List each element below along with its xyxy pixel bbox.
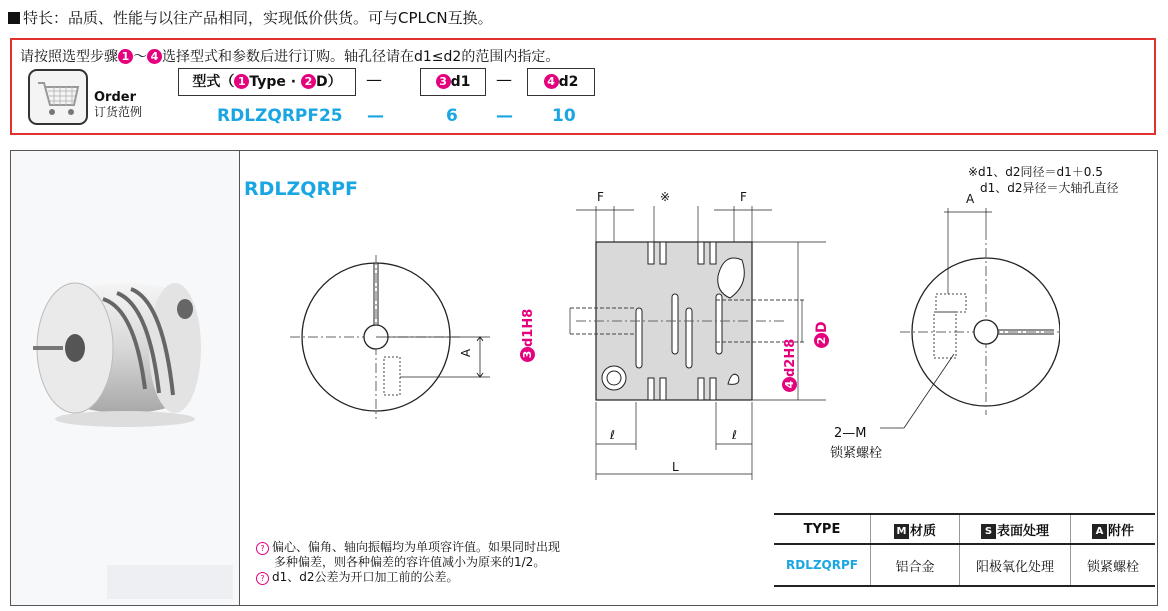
spec-accessory-value: 锁紧螺栓: [1071, 544, 1156, 586]
example-d2: 10: [552, 106, 576, 126]
header-type-mid: Type ·: [249, 74, 301, 90]
spec-header-accessory-text: 附件: [1107, 523, 1134, 539]
table-row: [774, 544, 1155, 586]
material-mark-icon: M: [894, 524, 909, 539]
screw-m-label: 2—M: [834, 426, 867, 441]
instruction-text: 请按照选型步骤: [20, 49, 118, 65]
step-3-icon: 3: [436, 74, 451, 89]
dim-a-right: A: [966, 192, 975, 206]
dim-outer-d-label: [814, 321, 830, 348]
instruction-sep: ～: [133, 49, 147, 65]
header-d1: [420, 68, 486, 96]
spec-material-value: 铝合金: [871, 544, 960, 586]
dim-d2-label: [782, 339, 798, 392]
header-type-post: D）: [315, 74, 342, 90]
screw-label: 锁紧螺栓: [830, 446, 883, 461]
photo-caption-area: [107, 565, 233, 599]
header-d1-label: d1: [450, 74, 471, 90]
spec-table: [774, 513, 1155, 587]
step-1-icon: 1: [118, 49, 133, 64]
example-d1: 6: [446, 106, 458, 126]
order-label-cn: 订货范例: [94, 105, 143, 119]
shopping-cart-icon: [28, 69, 88, 125]
note-line1: 偏心、偏角、轴向振幅均为单项容许值。如果同时出现: [272, 540, 561, 554]
instruction-text-post: 选择型式和参数后进行订购。轴孔径请在d1≤d2的范围内指定。: [162, 49, 560, 65]
dash-1: —: [366, 70, 382, 89]
dim-total-l: L: [672, 460, 679, 474]
dim-d1-text: d1H8: [521, 308, 536, 347]
spec-surface-value: 阳极氧化处理: [960, 544, 1071, 586]
spec-header-surface: [960, 514, 1071, 544]
dim-f-left: F: [597, 190, 604, 204]
model-title: RDLZQRPF: [244, 178, 358, 200]
dim-d1-label: [520, 309, 536, 362]
header-type: [178, 68, 356, 96]
dim-a-left: A: [459, 348, 474, 358]
feature-line: [8, 7, 493, 28]
spec-header-row: [774, 514, 1155, 544]
step-4-icon: 4: [782, 377, 797, 392]
note-icon: ?: [256, 572, 269, 585]
product-photo-area: [11, 151, 240, 605]
step-4-icon: 4: [544, 74, 559, 89]
order-example-box: [10, 38, 1156, 135]
dim-l-right: ℓ: [732, 428, 737, 442]
feature-text: 特长：品质、性能与以往产品相同，实现低价供货。可与CPLCN互换。: [23, 9, 493, 27]
step-2-icon: 2: [301, 74, 316, 89]
example-dash-2: —: [496, 106, 513, 126]
spec-header-type: TYPE: [774, 514, 871, 544]
note-icon: ?: [256, 542, 269, 555]
spec-type-value: RDLZQRPF: [774, 544, 871, 586]
dim-outer-d-text: D: [814, 321, 830, 333]
dim-d2-text: d2H8: [783, 338, 798, 377]
order-instruction: [20, 46, 559, 66]
diameter-note-line2: d1、d2异径＝大轴孔直径: [980, 181, 1119, 195]
spec-header-material-text: 材质: [909, 523, 936, 539]
header-d2: [527, 68, 595, 96]
spec-header-material: [871, 514, 960, 544]
spec-header-accessory: [1071, 514, 1156, 544]
header-type-pre: 型式（: [192, 74, 235, 90]
step-1-icon: 1: [234, 74, 249, 89]
dim-f-right: F: [740, 190, 747, 204]
step-4-icon: 4: [147, 49, 162, 64]
example-dash-1: —: [367, 106, 384, 126]
dim-l-left: ℓ: [610, 428, 615, 442]
end-view-left-drawing: [280, 255, 520, 425]
spec-header-surface-text: 表面处理: [996, 523, 1049, 539]
note-line2: d1、d2公差为开口加工前的公差。: [272, 570, 459, 584]
example-type: RDLZQRPF25: [217, 106, 343, 126]
dash-2: —: [496, 70, 512, 89]
end-view-right-drawing: [880, 190, 1060, 440]
coupling-photo-icon: [25, 269, 225, 439]
surface-mark-icon: S: [981, 524, 996, 539]
step-2-icon: 2: [814, 333, 829, 348]
dim-mark: ※: [660, 190, 671, 204]
note-line1b: 多种偏差，则各种偏差的容许值减小为原来的1/2。: [274, 555, 546, 569]
order-label: Order: [94, 90, 136, 105]
diameter-note-line1: ※d1、d2同径＝d1＋0.5: [968, 165, 1103, 179]
square-bullet-icon: [8, 12, 20, 24]
step-3-icon: 3: [520, 347, 535, 362]
header-d2-label: d2: [558, 74, 579, 90]
tolerance-notes: [256, 540, 560, 585]
accessory-mark-icon: A: [1092, 524, 1107, 539]
